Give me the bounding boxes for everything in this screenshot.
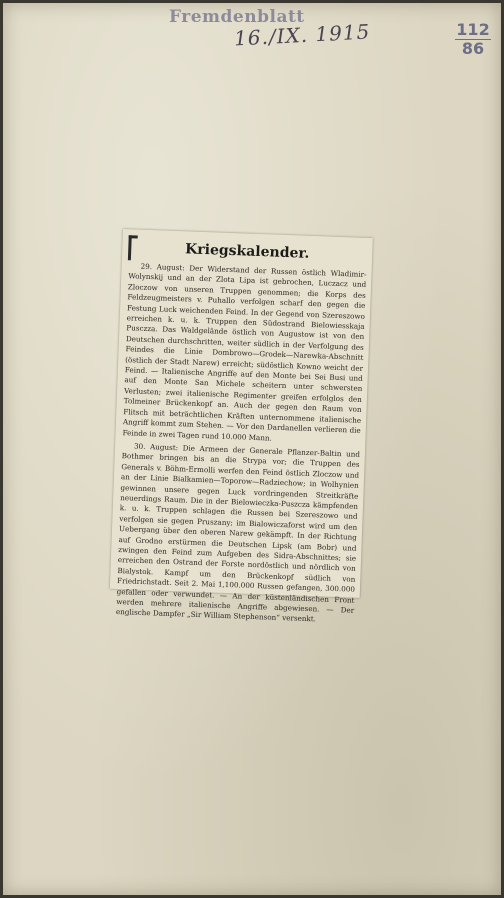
- reference-number: [455, 21, 491, 58]
- clipping-paragraph-aug-30: 30. August: Die Armeen der Generale Pflanzer-Baltin und Bothmer bringen bis an die Strypa vor; die Truppen des Generals v. Böhm-Ermolli werfen den Feind östlich Zloczow und an der Linie Bialkamien—Toporow—Radziechow; in Wolhynien gewinnen unsere gegen Luck vordringenden Streitkräfte neuerdings Raum. Die in der Bielowieczka-Puszcza kämpfenden k. u. k. Truppen schlagen die Russen bei Szereszowo und verfolgen sie gegen Pruszany; im Bialowiczaforst wird um den Uebergang über den oberen Narew gekämpft. In der Richtung auf Grodno erstürmen die Deutschen Lipsk (am Bobr) und zwingen den Feind zum Aufgeben des Sidra-Abschnittes; sie erreichen den Ostrand der Forste nordöstlich und nördlich von Bialystok. Kampf um den Brückenkopf südlich von Friedrichstadt. Seit 2. Mai 1,100.000 Russen gefangen, 300.000 gefallen oder verwundet. — An der küstenländischen Front werden mehrere italienische Angriffe abgewiesen. — Der englische Dampfer „Sir William Stephenson“ versenkt.: [115, 441, 361, 624]
- clipping-title: Kriegskalender.: [184, 241, 310, 262]
- clipping-paragraph-aug-29: 29. August: Der Widerstand der Russen östlich Wladimir-Wolynskij und an der Zlota Lipa ist gebrochen, Luczacz und Zloczow von unseren Truppen genommen; die Korps des Feldzeugmeisters v. Puhallo verfolgen scharf den gegen die Festung Luck weichenden Feind. In der Gegend von Szereszowo erreichen k. u. k. Truppen den Südostrand Bielowiesskaja Pusczza. Das Waldgelände östlich von Augustow ist von den Deutschen durchschritten, weiter südlich in der Verfolgung des Feindes die Linie Dombrowo—Grodek—Narewka-Abschnitt (östlich der Stadt Narew) erreicht; südöstlich Kowno weicht der Feind. — Italienische Angriffe auf den Monte bei Sei Busi und auf den Monte San Michele scheitern unter schwersten Verlusten; zwei italienische Regimenter greifen erfolglos den Tolmeiner Brückenkopf an. Auch der gegen den Raum von Flitsch mit beträchtlichen Kräften unternommene italienische Angriff kommt zum Stehen. — Vor den Dardanellen verlieren die Feinde in zwei Tagen rund 10.000 Mann.: [122, 261, 367, 443]
- reference-number-bottom: 86: [455, 39, 491, 58]
- reference-number-top: 112: [456, 20, 490, 39]
- clipping-body: [116, 261, 367, 629]
- archive-sheet: [3, 3, 501, 895]
- newspaper-stamp: Fremdenblatt: [169, 7, 305, 27]
- newspaper-clipping: [110, 229, 373, 624]
- handwritten-date: 16./IX. 1915: [233, 19, 371, 51]
